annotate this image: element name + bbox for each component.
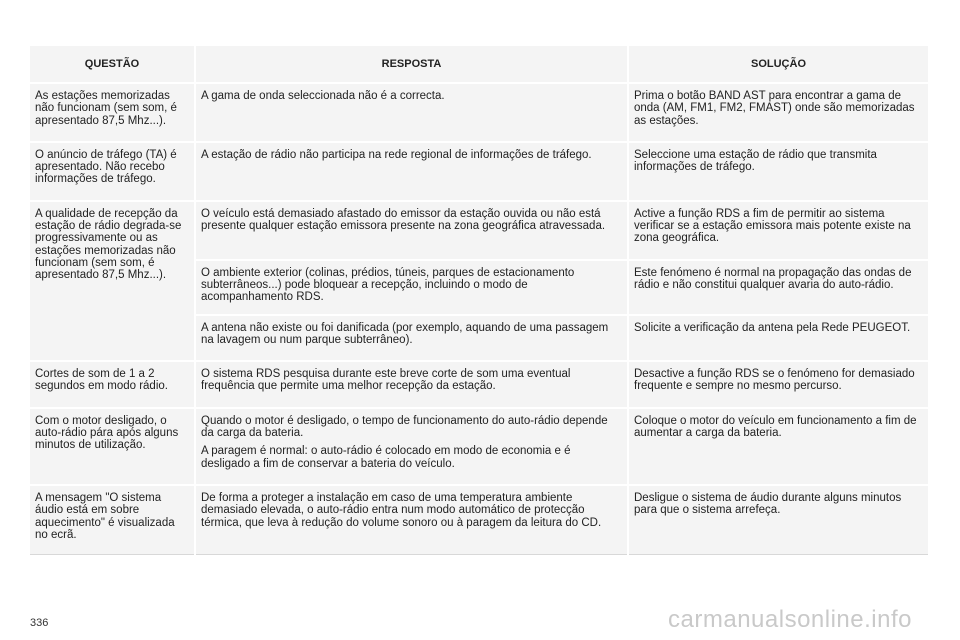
faq-table [30, 46, 928, 555]
solution-cell: Seleccione uma estação de rádio que transmita informações de tráfego. [628, 142, 928, 201]
question-cell: Com o motor desligado, o auto-rádio pára após alguns minutos de utilização. [30, 408, 195, 485]
solution-cell: Active a função RDS a fim de permitir ao sistema verificar se a estação emissora mais potente existe na zona geográfica. [628, 201, 928, 260]
faq-table-container [30, 46, 928, 555]
header-solution: SOLUÇÃO [628, 46, 928, 83]
question-cell: Cortes de som de 1 a 2 segundos em modo rádio. [30, 361, 195, 408]
watermark: carmanualsonline.info [668, 606, 912, 633]
question-cell: O anúncio de tráfego (TA) é apresentado. Não recebo informações de tráfego. [30, 142, 195, 201]
solution-cell: Coloque o motor do veículo em funcionamento a fim de aumentar a carga da bateria. [628, 408, 928, 485]
solution-cell: Desligue o sistema de áudio durante alguns minutos para que o sistema arrefeça. [628, 485, 928, 555]
answer-cell: O sistema RDS pesquisa durante este breve corte de som uma eventual frequência que permite uma melhor recepção da estação. [195, 361, 628, 408]
header-question: QUESTÃO [30, 46, 195, 83]
table-header-row [30, 46, 928, 83]
question-cell: A mensagem "O sistema áudio está em sobre aquecimento" é visualizada no ecrã. [30, 485, 195, 555]
solution-cell: Solicite a verificação da antena pela Rede PEUGEOT. [628, 315, 928, 362]
answer-cell: A antena não existe ou foi danificada (por exemplo, aquando de uma passagem na lavagem ou num parque subterrâneo). [195, 315, 628, 362]
table-row [30, 83, 928, 142]
table-row [30, 408, 928, 485]
answer-paragraph: A paragem é normal: o auto-rádio é colocado em modo de economia e é desligado a fim de conservar a bateria do veículo. [201, 445, 571, 470]
header-answer: RESPOSTA [195, 46, 628, 83]
answer-cell: De forma a proteger a instalação em caso de uma temperatura ambiente demasiado elevada, o auto-rádio entra num modo automático de protecção térmica, que leva à redução do volume sonoro ou à paragem da leitura do CD. [195, 485, 628, 555]
answer-paragraph: Quando o motor é desligado, o tempo de funcionamento do auto-rádio depende da carga da bateria. [201, 414, 608, 440]
solution-cell: Desactive a função RDS se o fenómeno for demasiado frequente e sempre no mesmo percurso. [628, 361, 928, 408]
question-cell: A qualidade de recepção da estação de rádio degrada-se progressivamente ou as estações memorizadas não funcionam (sem som, é apresentado 87,5 Mhz...). [30, 201, 195, 361]
solution-cell: Este fenómeno é normal na propagação das ondas de rádio e não constitui qualquer avaria do auto-rádio. [628, 260, 928, 315]
page-number: 336 [30, 617, 49, 629]
table-row [30, 361, 928, 408]
table-row [30, 142, 928, 201]
table-row [30, 485, 928, 555]
answer-cell: A estação de rádio não participa na rede regional de informações de tráfego. [195, 142, 628, 201]
question-cell: As estações memorizadas não funcionam (sem som, é apresentado 87,5 Mhz...). [30, 83, 195, 142]
answer-cell [195, 408, 628, 485]
solution-cell: Prima o botão BAND AST para encontrar a gama de onda (AM, FM1, FM2, FMAST) onde são memorizadas as estações. [628, 83, 928, 142]
table-row [30, 201, 928, 260]
answer-cell: O ambiente exterior (colinas, prédios, túneis, parques de estacionamento subterrâneos...) pode bloquear a recepção, incluindo o modo de acompanhamento RDS. [195, 260, 628, 315]
answer-cell: O veículo está demasiado afastado do emissor da estação ouvida ou não está presente qualquer estação emissora presente na zona geográfica atravessada. [195, 201, 628, 260]
answer-cell: A gama de onda seleccionada não é a correcta. [195, 83, 628, 142]
